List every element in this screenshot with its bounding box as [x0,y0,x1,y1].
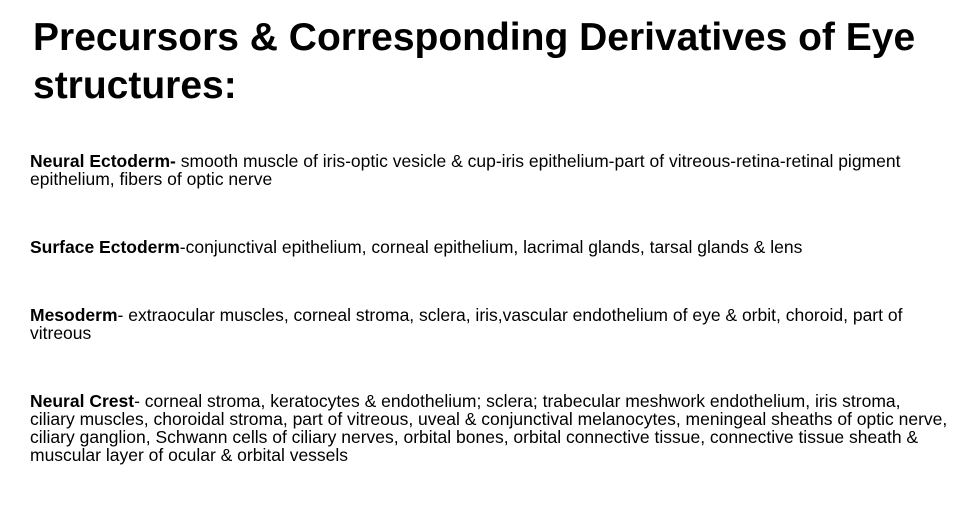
derivative-item-surface-ectoderm [30,238,950,256]
derivative-item-mesoderm [30,306,950,342]
item-description: - extraocular muscles, corneal stroma, sclera, iris,vascular endothelium of eye & orbit, choroid, part of vitreous [30,305,903,343]
item-term: Surface Ectoderm [30,237,180,257]
derivative-item-neural-ectoderm [30,152,950,188]
item-term: Mesoderm [30,305,118,325]
item-description: smooth muscle of iris-optic vesicle & cup-iris epithelium-part of vitreous-retina-retinal pigment epithelium, fibers of optic nerve [30,151,901,189]
item-description: - corneal stroma, keratocytes & endothelium; sclera; trabecular meshwork endothelium, iris stroma, ciliary muscles, choroidal stroma, part of vitreous, uveal & conjunctival melanocytes, meningeal sheaths of optic nerve, ciliary ganglion, Schwann cells of ciliary nerves, orbital bones, orbital connective tissue, connective tissue sheath & muscular layer of ocular & orbital vessels [30,391,948,465]
item-description: -conjunctival epithelium, corneal epithelium, lacrimal glands, tarsal glands & lens [179,237,803,257]
item-term: Neural Ectoderm- [30,151,176,171]
derivative-item-neural-crest [30,392,950,464]
item-term: Neural Crest [30,391,135,411]
slide-title: Precursors & Corresponding Derivatives of Eye structures: [33,16,916,107]
